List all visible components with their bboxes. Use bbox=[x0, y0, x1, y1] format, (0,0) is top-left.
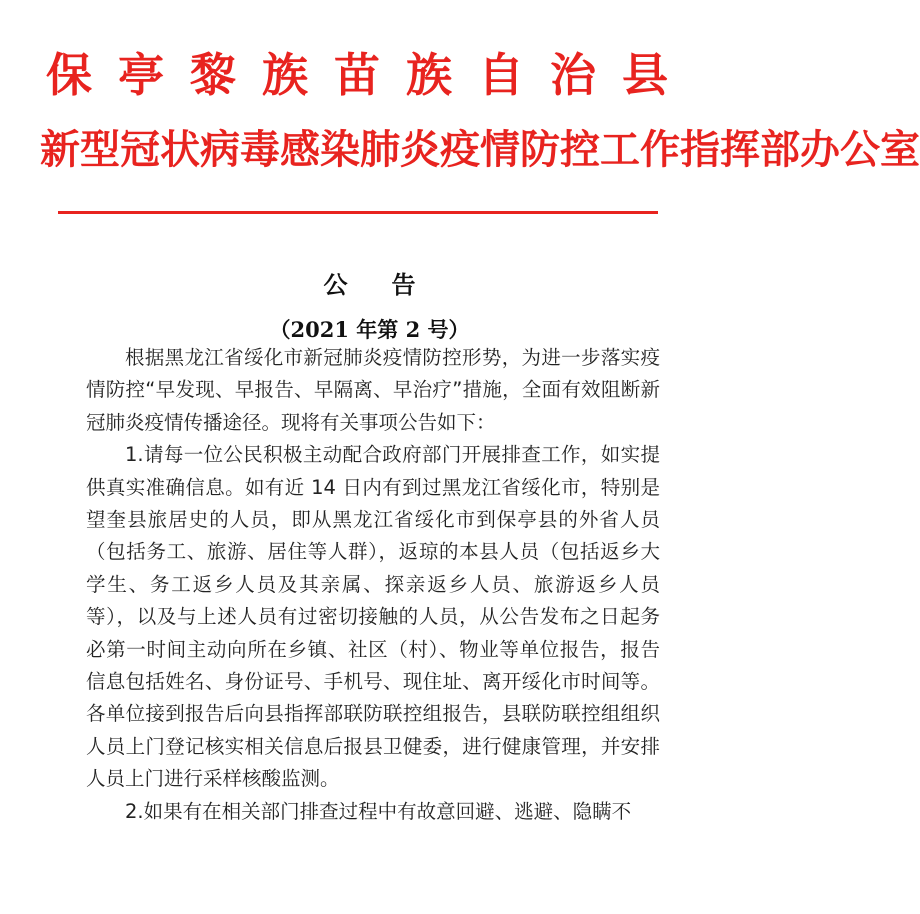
paragraph-item-2: 2.如果有在相关部门排查过程中有故意回避、逃避、隐瞒不 bbox=[125, 799, 632, 823]
notice-body bbox=[86, 342, 660, 828]
notice-title: 公告 bbox=[323, 270, 460, 299]
paragraph-intro: 根据黑龙江省绥化市新冠肺炎疫情防控形势，为进一步落实疫情防控“早发现、早报告、早隔离、早治疗”措施，全面有效阻断新冠肺炎疫情传播途径。现将有关事项公告如下： bbox=[86, 346, 660, 434]
notice-number: （2021 年第 2 号） bbox=[269, 317, 470, 342]
issuer-county-name: 保亭黎族苗族自治县 bbox=[46, 48, 694, 102]
red-separator-line bbox=[58, 211, 658, 214]
paragraph-item-1: 1.请每一位公民积极主动配合政府部门开展排查工作，如实提供真实准确信息。如有近 14 日内有到过黑龙江省绥化市，特别是望奎县旅居史的人员，即从黑龙江省绥化市到保亭县的外省人员（包括务工、旅游、居住等人群），返琼的本县人员（包括返乡大学生、务工返乡人员及其亲属、探亲返乡人员、旅游返乡人员等），以及与上述人员有过密切接触的人员，从公告发布之日起务必第一时间主动向所在乡镇、社区（村）、物业等单位报告，报告信息包括姓名、身份证号、手机号、现住址、离开绥化市时间等。各单位接到报告后向县指挥部联防联控组报告，县联防联控组组织人员上门登记核实相关信息后报县卫健委，进行健康管理，并安排人员上门进行采样核酸监测。 bbox=[86, 443, 660, 791]
issuer-office-name: 新型冠状病毒感染肺炎疫情防控工作指挥部办公室 bbox=[40, 126, 920, 173]
